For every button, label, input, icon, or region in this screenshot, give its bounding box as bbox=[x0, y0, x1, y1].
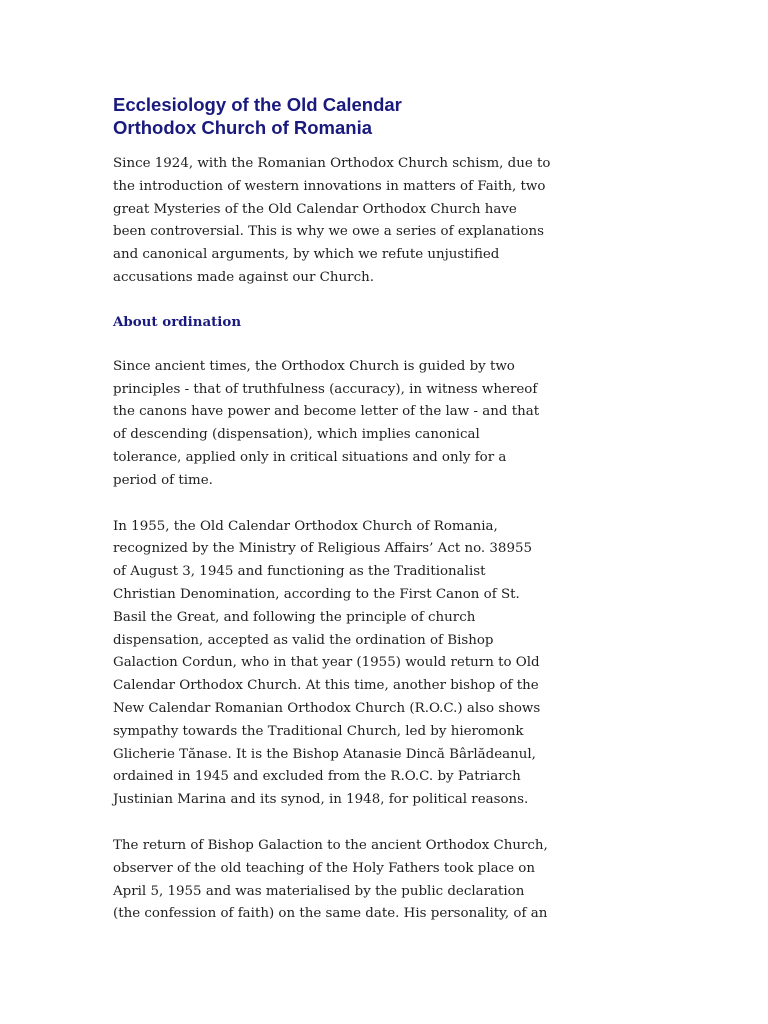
title-line-1: Ecclesiology of the Old Calendar bbox=[113, 94, 402, 115]
paragraph-return-galaction: The return of Bishop Galaction to the ancient Orthodox Church, observer of the old teaching of the Holy Fathers took place on April 5, 1955 and was materialised by the public declaration (the confession of faith) on the same date. His personality, of an bbox=[113, 837, 548, 922]
title-line-2: Orthodox Church of Romania bbox=[113, 117, 372, 138]
intro-paragraph: Since 1924, with the Romanian Orthodox Church schism, due to the introduction of western innovations in matters of Faith, two great Mysteries of the Old Calendar Orthodox Church have been controversial. This is why we owe a series of explanations and canonical arguments, by which we refute unjustified accusations made against our Church. bbox=[113, 156, 551, 285]
document-title bbox=[113, 93, 583, 139]
document-page bbox=[113, 93, 583, 926]
paragraph-1955: In 1955, the Old Calendar Orthodox Church of Romania, recognized by the Ministry of Religious Affairs’ Act no. 38955 of August 3, 1945 and functioning as the Traditionalist Christian Denomination, according to the First Canon of St. Basil the Great, and following the principle of church dispensation, accepted as valid the ordination of Bishop Galaction Cordun, who in that year (1955) would return to Old Calendar Orthodox Church. At this time, another bishop of the New Calendar Romanian Orthodox Church (R.O.C.) also shows sympathy towards the Traditional Church, led by hieromonk Glicherie Tănase. It is the Bishop Atanasie Dincă Bârlădeanul, ordained in 1945 and excluded from the R.O.C. by Patriarch Justinian Marina and its synod, in 1948, for political reasons. bbox=[113, 518, 541, 808]
section-heading-ordination: About ordination bbox=[113, 313, 242, 330]
paragraph-principles: Since ancient times, the Orthodox Church is guided by two principles - that of truthfulness (accuracy), in witness whereof the canons have power and become letter of the law - and that of descending (dispensation), which implies canonical tolerance, applied only in critical situations and only for a period of time. bbox=[113, 358, 540, 488]
